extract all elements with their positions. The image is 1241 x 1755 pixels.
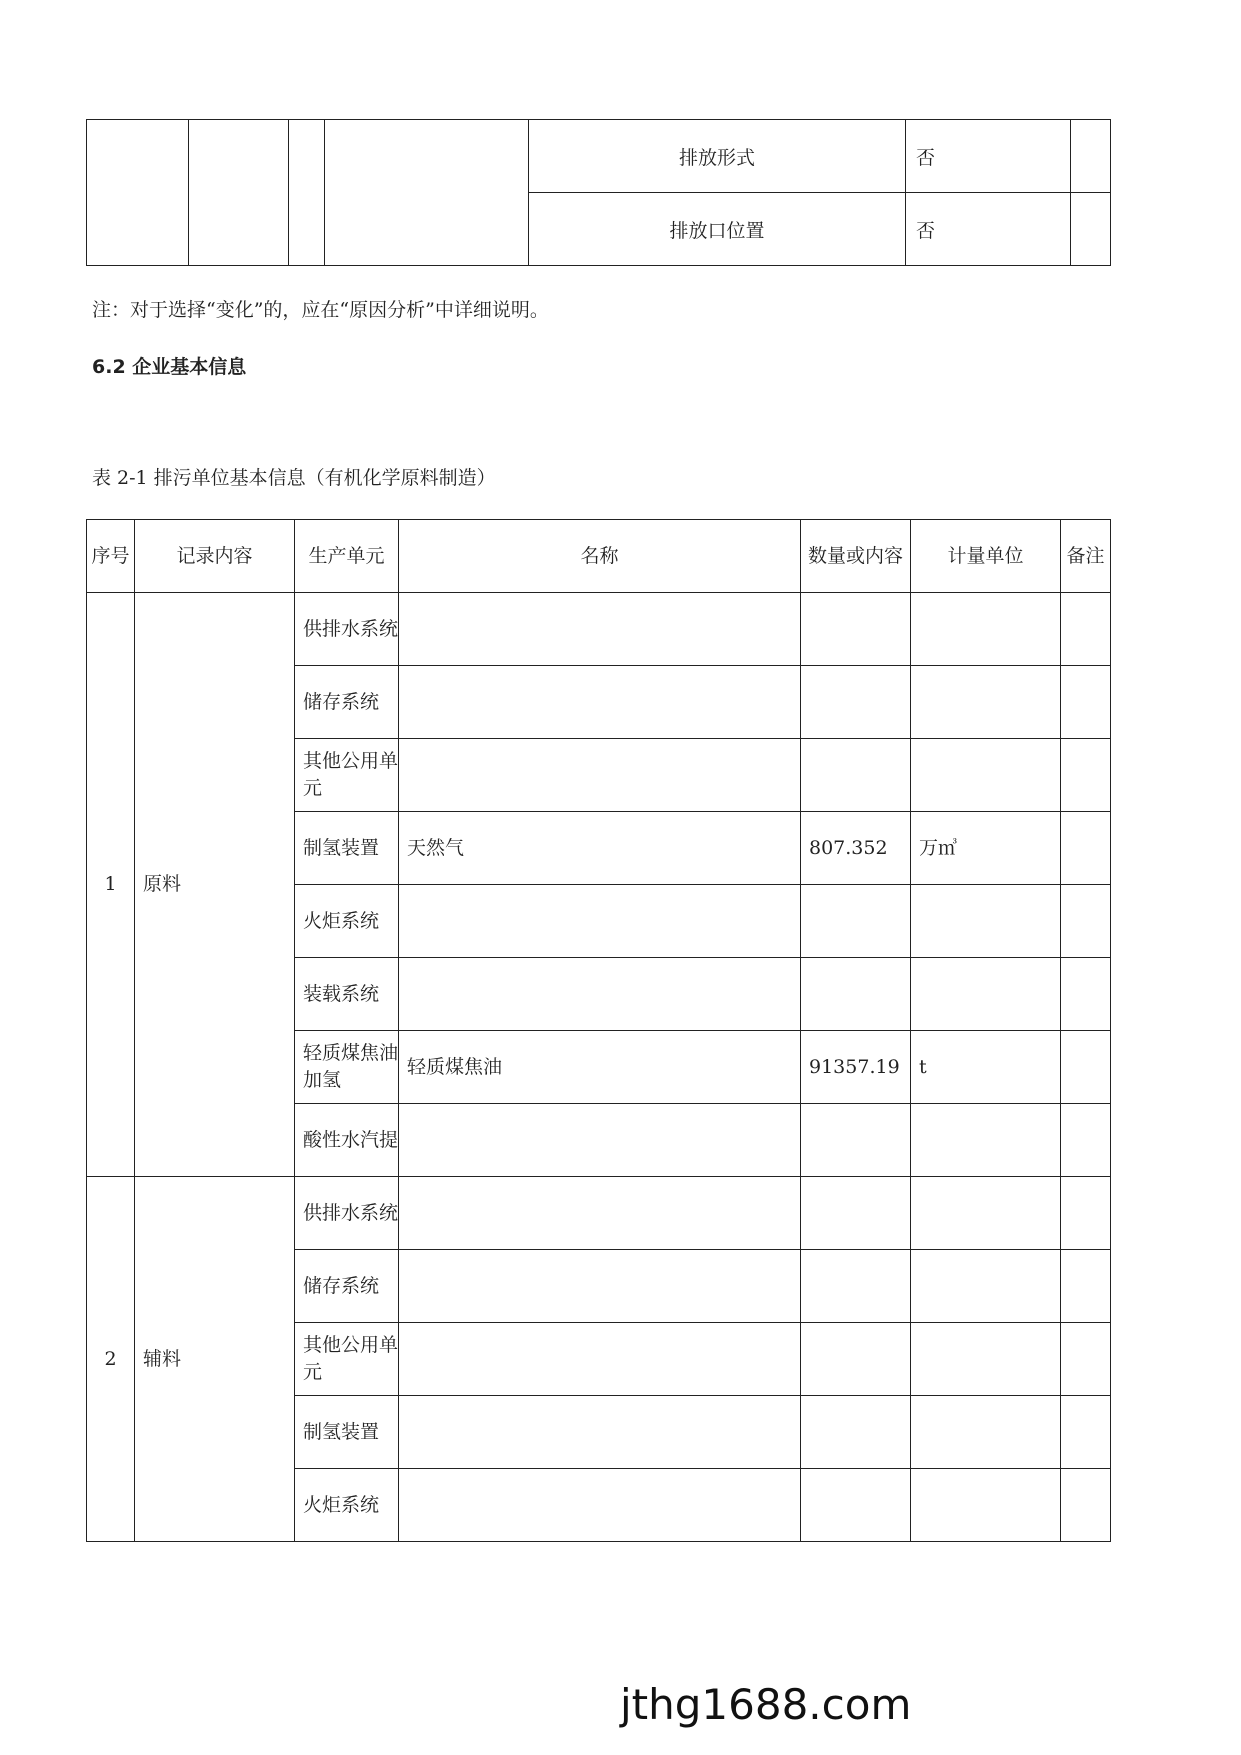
cell-measure (911, 885, 1061, 958)
table-row (87, 1177, 1111, 1250)
cell-remark (1061, 1323, 1111, 1396)
cell-unit: 酸性水汽提 (295, 1104, 399, 1177)
cell-remark (1061, 1250, 1111, 1323)
cell-name: 天然气 (399, 812, 801, 885)
cell-name (399, 1396, 801, 1469)
header-name: 名称 (399, 520, 801, 593)
cell-name (399, 885, 801, 958)
cell-name (399, 739, 801, 812)
cell-remark (1061, 1396, 1111, 1469)
table-header-row (87, 520, 1111, 593)
cell-measure (911, 1250, 1061, 1323)
cell-measure (911, 593, 1061, 666)
cell-measure (911, 1396, 1061, 1469)
cell-measure (911, 666, 1061, 739)
cell-measure (911, 1177, 1061, 1250)
cell-qty (801, 1469, 911, 1542)
cell-unit: 供排水系统 (295, 1177, 399, 1250)
cell-remark (1061, 666, 1111, 739)
cell-unit: 火炬系统 (295, 1469, 399, 1542)
cell-measure: t (911, 1031, 1061, 1104)
cell-name (399, 593, 801, 666)
cell-qty: 91357.19 (801, 1031, 911, 1104)
cell-measure (911, 1323, 1061, 1396)
previous-table-continuation (86, 119, 1111, 266)
cell-qty (801, 958, 911, 1031)
cell-name (399, 1177, 801, 1250)
cell-qty: 807.352 (801, 812, 911, 885)
cell-remark (1061, 1469, 1111, 1542)
cell-name: 轻质煤焦油 (399, 1031, 801, 1104)
cell-qty (801, 1177, 911, 1250)
cell-unit: 供排水系统 (295, 593, 399, 666)
cell-remark (1061, 885, 1111, 958)
cell-unit: 储存系统 (295, 666, 399, 739)
cell-qty (801, 593, 911, 666)
table-caption: 表 2-1 排污单位基本信息（有机化学原料制造） (92, 467, 496, 489)
cell-qty (801, 1323, 911, 1396)
header-record: 记录内容 (135, 520, 295, 593)
row-value: 否 (906, 193, 1071, 266)
header-unit: 生产单元 (295, 520, 399, 593)
cell-measure (911, 958, 1061, 1031)
cell-measure: 万㎥ (911, 812, 1061, 885)
cell-qty (801, 666, 911, 739)
cell-remark (1061, 1104, 1111, 1177)
cell-qty (801, 1250, 911, 1323)
cell-name (399, 958, 801, 1031)
table-row (87, 593, 1111, 666)
group-record: 辅料 (135, 1177, 295, 1542)
cell-qty (801, 1104, 911, 1177)
header-qty: 数量或内容 (801, 520, 911, 593)
cell-measure (911, 1469, 1061, 1542)
row-label: 排放形式 (529, 120, 906, 193)
cell-unit: 制氢装置 (295, 812, 399, 885)
cell-qty (801, 885, 911, 958)
table-row (87, 120, 1111, 193)
cell-qty (801, 739, 911, 812)
group-seq: 1 (87, 593, 135, 1177)
cell-unit: 储存系统 (295, 1250, 399, 1323)
group-record: 原料 (135, 593, 295, 1177)
cell-name (399, 1323, 801, 1396)
row-value: 否 (906, 120, 1071, 193)
cell-name (399, 1469, 801, 1542)
cell-unit: 其他公用单元 (295, 1323, 399, 1396)
cell-remark (1061, 739, 1111, 812)
cell-remark (1061, 812, 1111, 885)
header-remark: 备注 (1061, 520, 1111, 593)
watermark: jthg1688.com (620, 1680, 912, 1729)
cell-unit: 轻质煤焦油加氢 (295, 1031, 399, 1104)
cell-remark (1061, 1177, 1111, 1250)
cell-remark (1061, 958, 1111, 1031)
section-title: 6.2 企业基本信息 (92, 356, 247, 378)
table-note: 注：对于选择“变化”的，应在“原因分析”中详细说明。 (92, 299, 549, 321)
cell-unit: 火炬系统 (295, 885, 399, 958)
cell-unit: 制氢装置 (295, 1396, 399, 1469)
header-seq: 序号 (87, 520, 135, 593)
enterprise-info-table (86, 519, 1111, 1542)
group-seq: 2 (87, 1177, 135, 1542)
cell-name (399, 666, 801, 739)
header-measure: 计量单位 (911, 520, 1061, 593)
cell-remark (1061, 1031, 1111, 1104)
cell-unit: 其他公用单元 (295, 739, 399, 812)
cell-name (399, 1250, 801, 1323)
cell-name (399, 1104, 801, 1177)
row-label: 排放口位置 (529, 193, 906, 266)
cell-unit: 装载系统 (295, 958, 399, 1031)
cell-measure (911, 1104, 1061, 1177)
cell-measure (911, 739, 1061, 812)
cell-remark (1061, 593, 1111, 666)
cell-qty (801, 1396, 911, 1469)
